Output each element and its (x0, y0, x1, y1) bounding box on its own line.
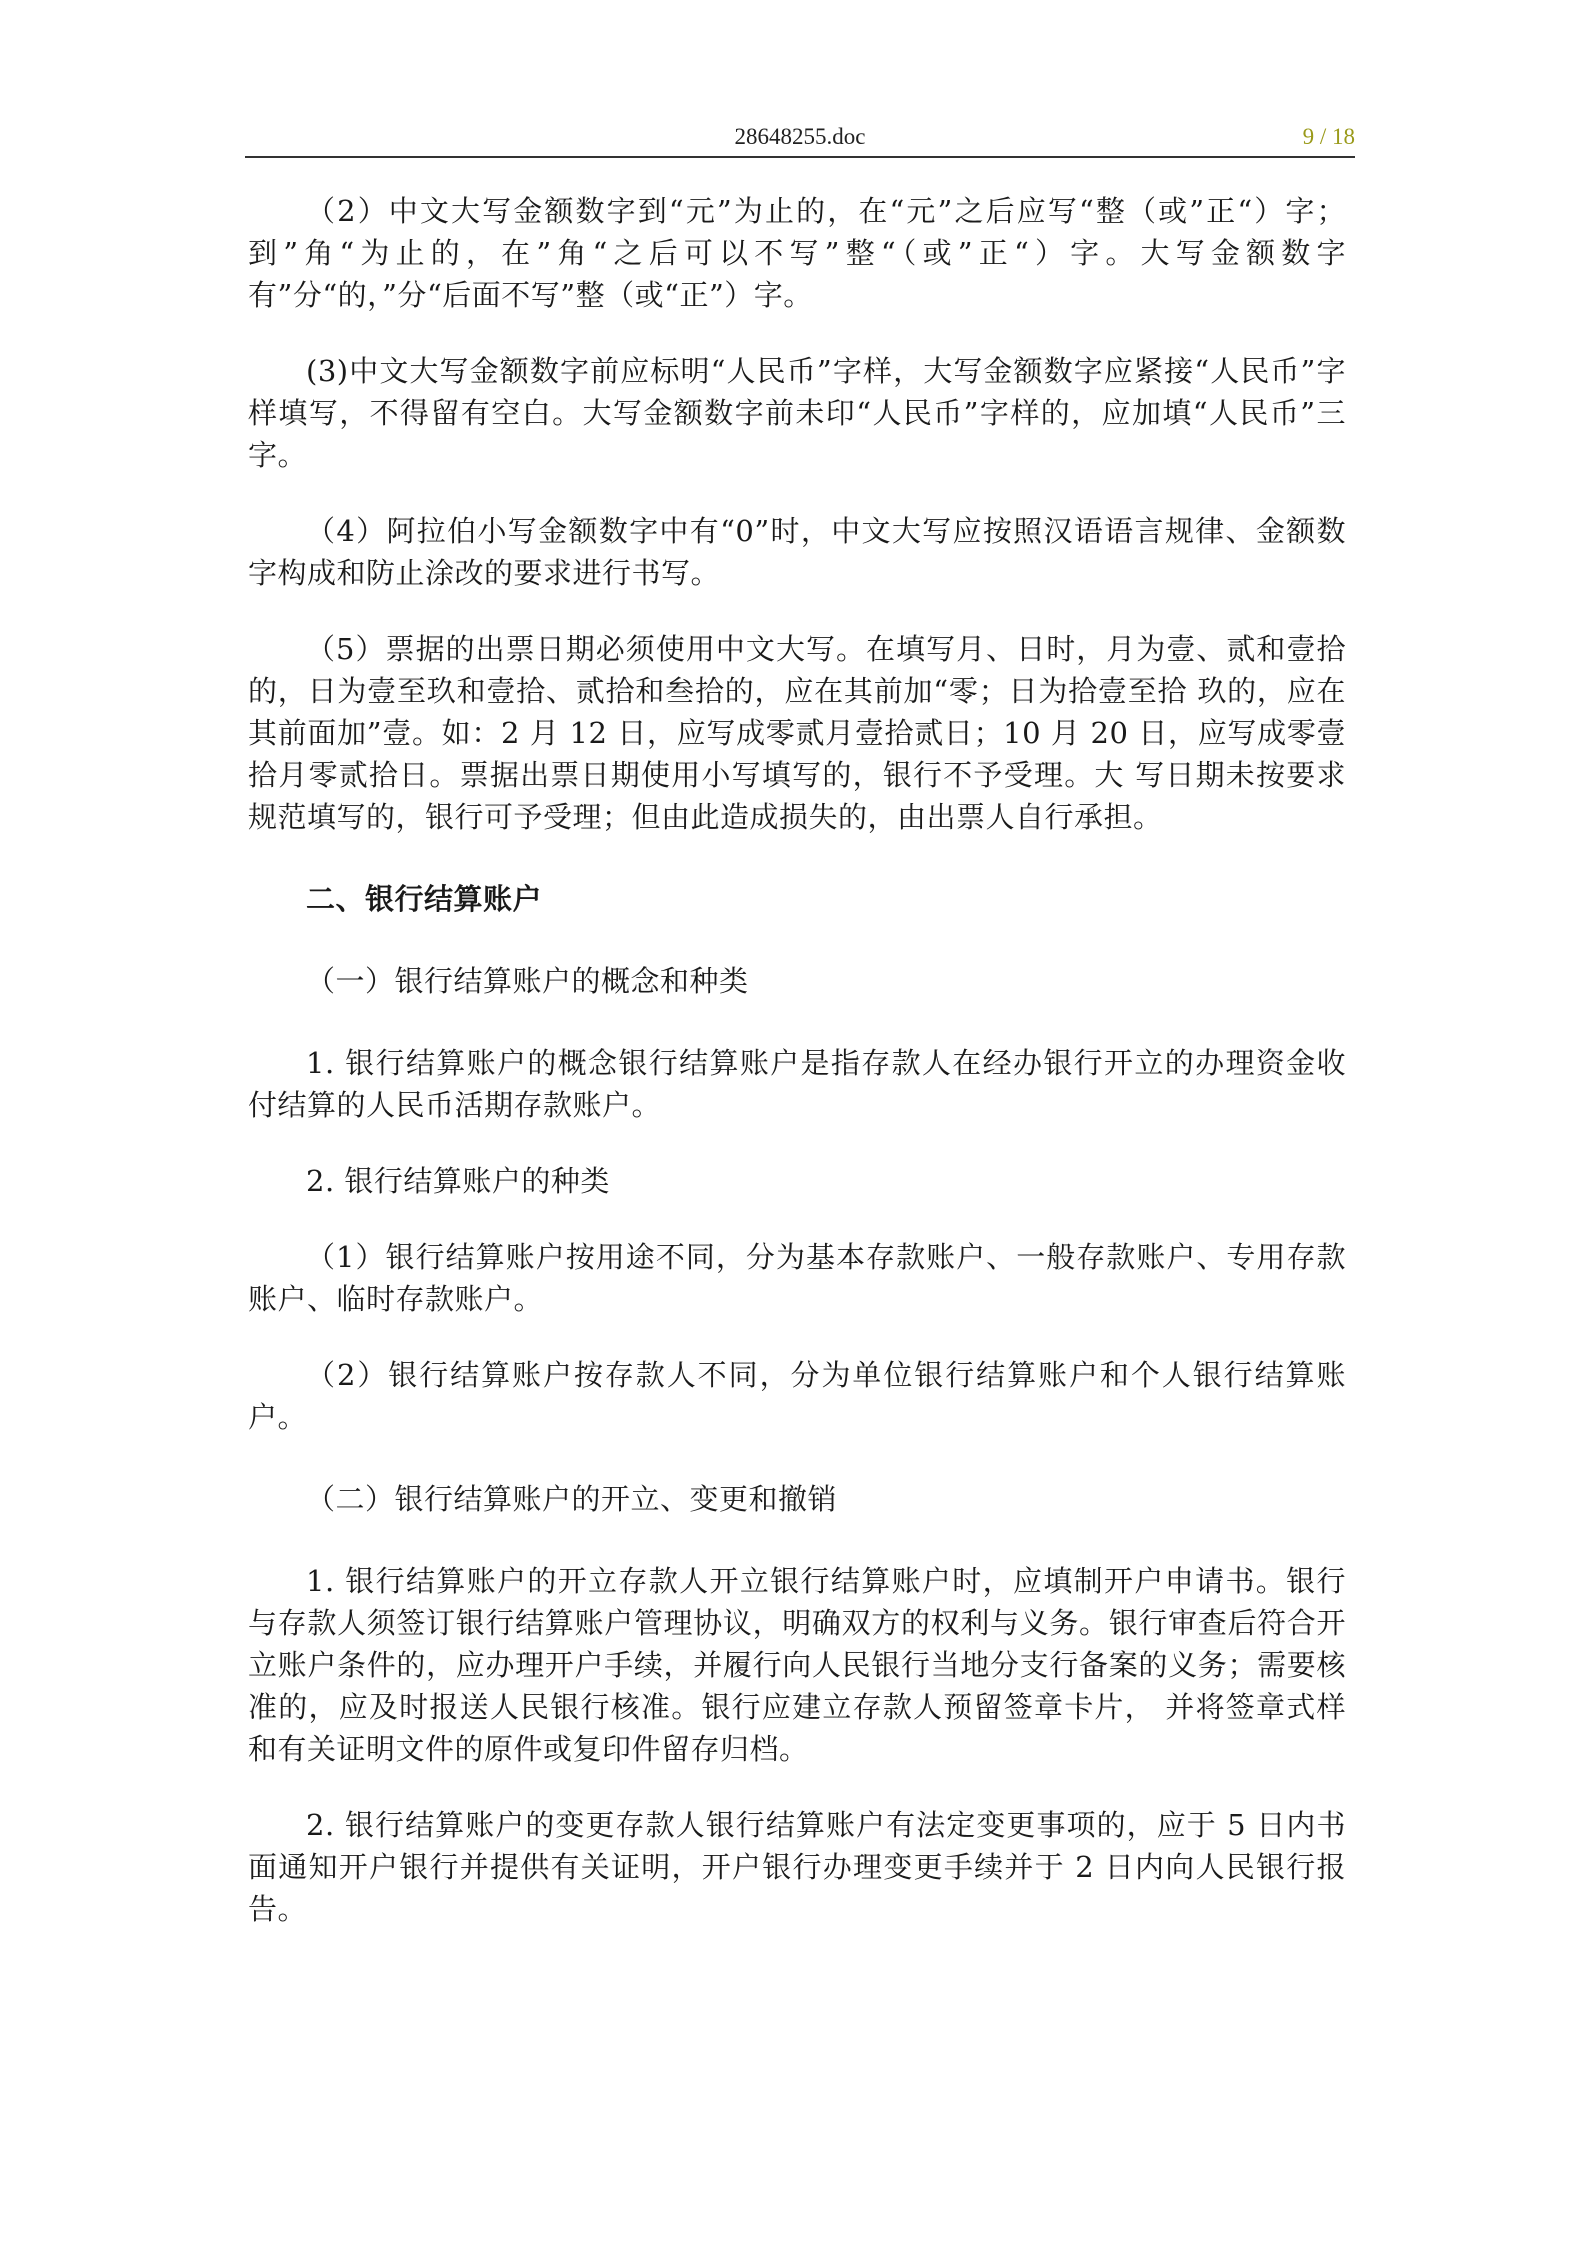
page-header (245, 120, 1355, 160)
paragraph-rmb-prefix-rule: (3)中文大写金额数字前应标明“人民币”字样，大写金额数字应紧接“人民币”字样填写，不得留有空白。大写金额数字前未印“人民币”字样的，应加填“人民币”三字。 (248, 354, 1346, 472)
document-filename: 28648255.doc (734, 124, 866, 149)
paragraph-types-by-use: （1）银行结算账户按用途不同，分为基本存款账户、一般存款账户、专用存款账户、临时存款账户。 (248, 1240, 1346, 1316)
paragraph-account-opening: 1. 银行结算账户的开立存款人开立银行结算账户时，应填制开户申请书。银行与存款人须签订银行结算账户管理协议，明确双方的权利与义务。银行审查后符合开立账户条件的，应办理开户手续，并履行向人民银行当地分支行备案的义务；需要核准的，应及时报送人民银行核准。银行应建立存款人预留签章卡片， 并将签章式样和有关证明文件的原件或复印件留存归档。 (248, 1564, 1346, 1766)
paragraph-account-change: 2. 银行结算账户的变更存款人银行结算账户有法定变更事项的，应于 5 日内书面通知开户银行并提供有关证明，开户银行办理变更手续并于 2 日内向人民银行报告。 (248, 1808, 1346, 1926)
subsection-heading-open-change-close: （二）银行结算账户的开立、变更和撤销 (306, 1482, 838, 1516)
paragraph-uppercase-yuan-rule: （2）中文大写金额数字到“元”为止的，在“元”之后应写“整（或”正“）字；到”角“为止的，在”角“之后可以不写”整“（或”正“）字。大写金额数字有”分“的，”分“后面不写”整（或“正”）字。 (248, 194, 1346, 312)
paragraph-zero-rule: （4）阿拉伯小写金额数字中有“0”时，中文大写应按照汉语语言规律、金额数字构成和防止涂改的要求进行书写。 (248, 514, 1346, 590)
section-heading: 二、银行结算账户 (306, 882, 543, 916)
page-number: 9 / 18 (1302, 124, 1355, 149)
document-body (248, 190, 1346, 1930)
paragraph-account-types-title: 2. 银行结算账户的种类 (306, 1164, 610, 1198)
paragraph-types-by-depositor: （2）银行结算账户按存款人不同，分为单位银行结算账户和个人银行结算账户。 (248, 1358, 1346, 1434)
paragraph-account-concept: 1. 银行结算账户的概念银行结算账户是指存款人在经办银行开立的办理资金收付结算的人民币活期存款账户。 (248, 1046, 1346, 1122)
paragraph-issue-date-rule: （5）票据的出票日期必须使用中文大写。在填写月、日时，月为壹、贰和壹拾的，日为壹至玖和壹拾、贰拾和叁拾的，应在其前加“零；日为拾壹至拾 玖的，应在其前面加”壹。如：2 月 12 日，应写成零贰月壹拾贰日；10 月 20 日，应写成零壹拾月零贰拾日。票据出票日期使用小写填写的，银行不予受理。大 写日期未按要求规范填写的，银行可予受理；但由此造成损失的，由出票人自行承担。 (248, 632, 1346, 834)
subsection-heading-concept: （一）银行结算账户的概念和种类 (306, 964, 749, 998)
header-rule (245, 156, 1355, 158)
